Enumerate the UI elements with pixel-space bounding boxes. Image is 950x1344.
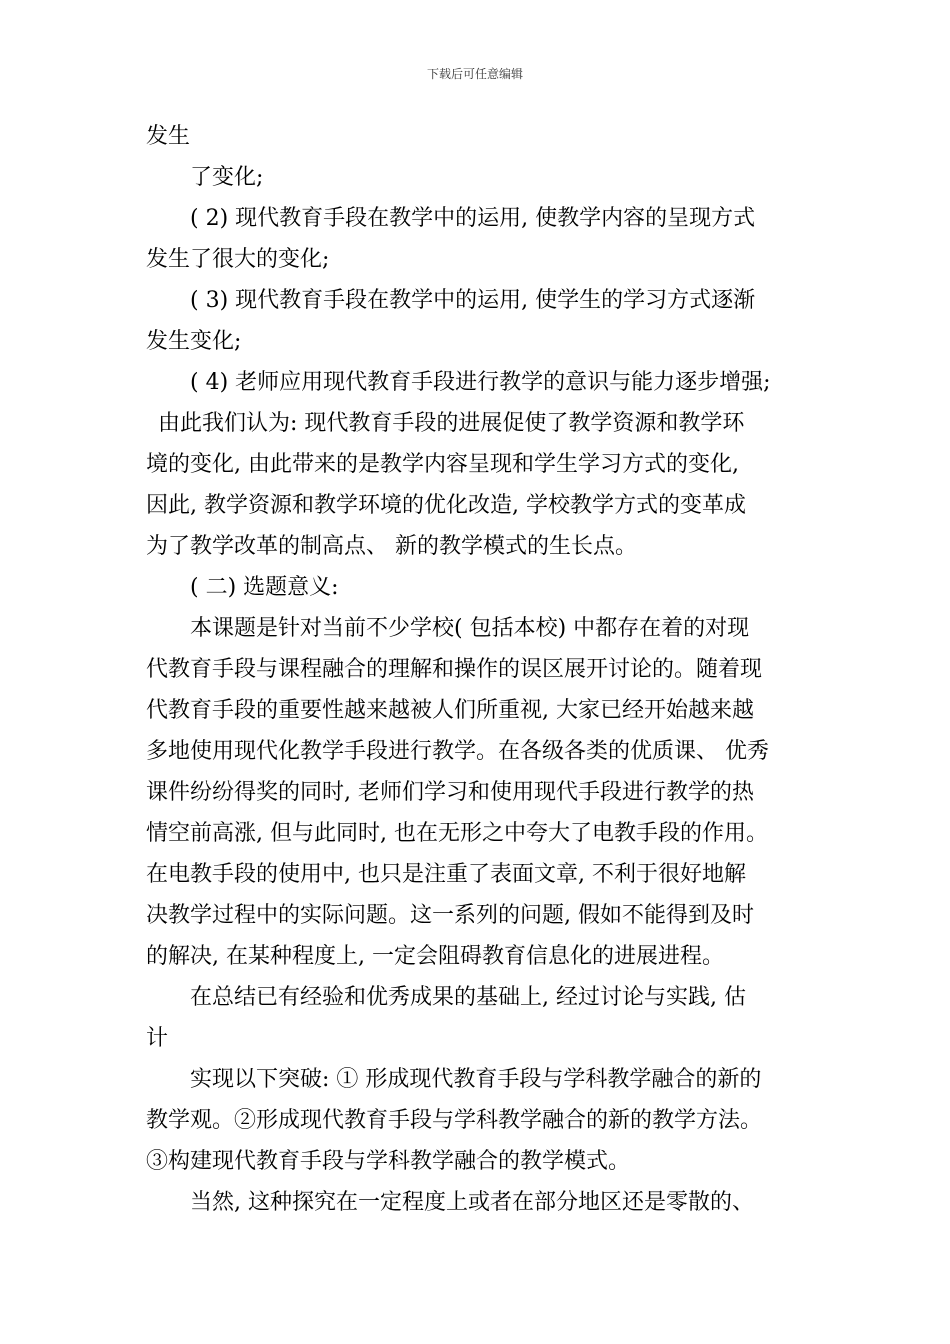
text-line: 本课题是针对当前不少学校( 包括本校) 中都存在着的对现 (190, 616, 750, 641)
text-line: ( 4) 老师应用现代教育手段进行教学的意识与能力逐步增强; (190, 370, 771, 395)
text-line: 课件纷纷得奖的同时, 老师们学习和使用现代手段进行教学的热 (146, 780, 754, 805)
text-line: 发生了很大的变化; (146, 247, 330, 272)
text-line: ( 3) 现代教育手段在教学中的运用, 使学生的学习方式逐渐 (190, 288, 756, 313)
text-line: 多地使用现代化教学手段进行教学。在各级各类的优质课、 优秀 (146, 739, 769, 764)
page-header: 下载后可任意编辑 (426, 67, 523, 81)
text-line: 教学观。②形成现代教育手段与学科教学融合的新的教学方法。 (146, 1108, 763, 1133)
text-line: 发生变化; (146, 329, 242, 354)
text-line: 代教育手段与课程融合的理解和操作的误区展开讨论的。随着现 (146, 657, 763, 682)
text-line: 因此, 教学资源和教学环境的优化改造, 学校教学方式的变革成 (146, 493, 746, 518)
text-line: 发生 (146, 124, 191, 149)
text-line: 在电教手段的使用中, 也只是注重了表面文章, 不利于很好地解 (146, 862, 746, 887)
text-line: ( 二) 选题意义: (190, 575, 339, 600)
text-line: 了变化; (190, 165, 264, 190)
text-line: 实现以下突破: ① 形成现代教育手段与学科教学融合的新的 (190, 1067, 762, 1092)
text-line: 当然, 这种探究在一定程度上或者在部分地区还是零散的、 (190, 1190, 754, 1215)
text-line: ( 2) 现代教育手段在教学中的运用, 使教学内容的呈现方式 (190, 206, 756, 231)
text-line: 境的变化, 由此带来的是教学内容呈现和学生学习方式的变化, (146, 452, 739, 477)
text-line: 计 (146, 1026, 169, 1051)
text-line: 的解决, 在某种程度上, 一定会阻碍教育信息化的进展进程。 (146, 944, 724, 969)
text-line: 为了教学改革的制高点、 新的教学模式的生长点。 (146, 534, 637, 559)
text-line: 由此我们认为: 现代教育手段的进展促使了教学资源和教学环 (158, 411, 745, 436)
text-line: 代教育手段的重要性越来越被人们所重视, 大家已经开始越来越 (146, 698, 754, 723)
text-line: 在总结已有经验和优秀成果的基础上, 经过讨论与实践, 估 (190, 985, 746, 1010)
document-body (146, 116, 816, 1223)
text-line: 决教学过程中的实际问题。这一系列的问题, 假如不能得到及时 (146, 903, 754, 928)
text-line: ③构建现代教育手段与学科教学融合的教学模式。 (146, 1149, 631, 1174)
text-line: 情空前高涨, 但与此同时, 也在无形之中夸大了电教手段的作用。 (146, 821, 768, 846)
